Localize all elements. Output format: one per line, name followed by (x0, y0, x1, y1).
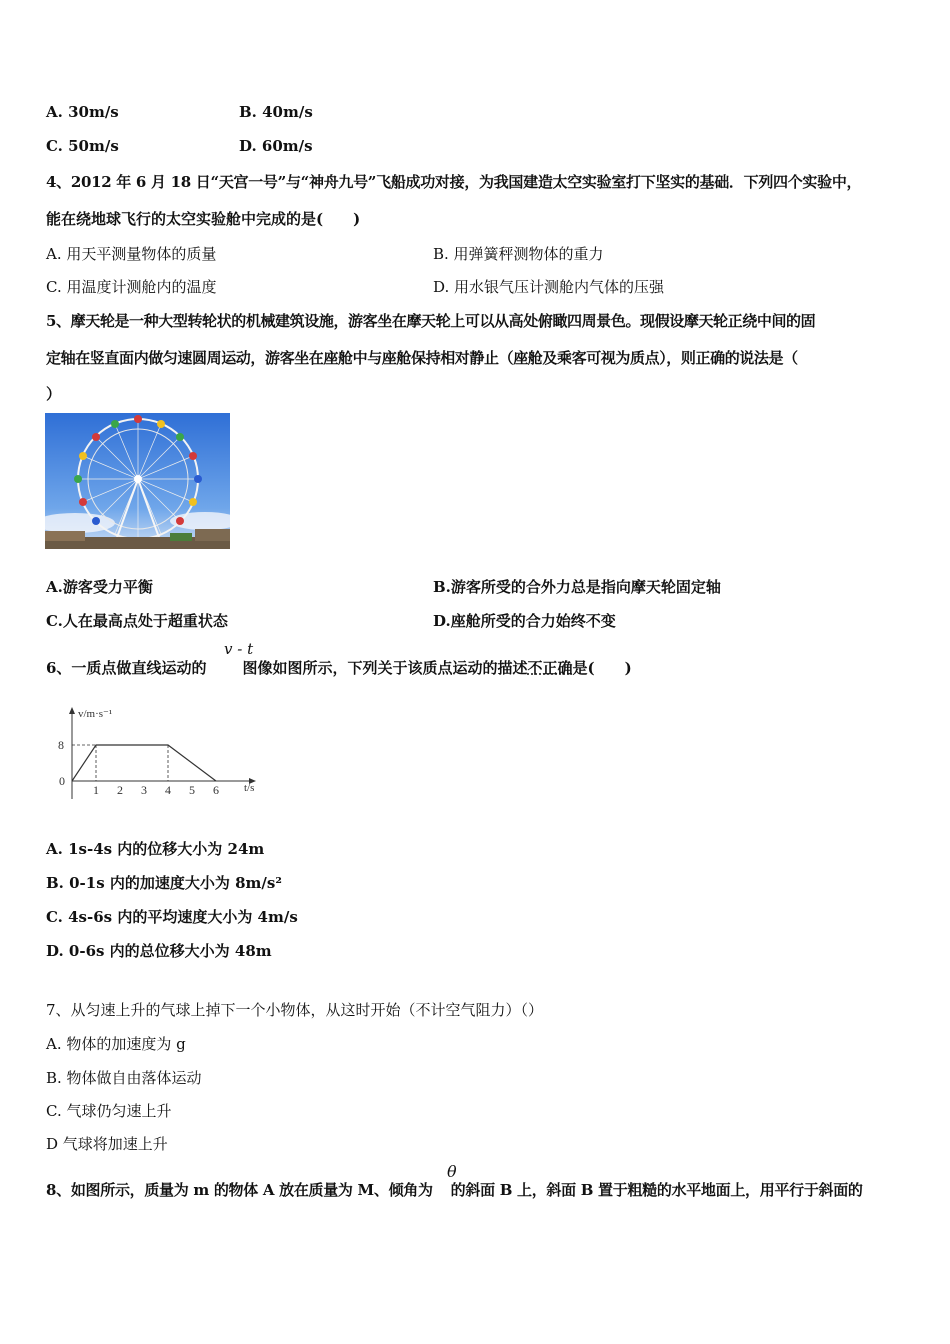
x-axis-label: t/s (244, 782, 255, 794)
q4-option-c: C. 用温度计测舱内的温度 (46, 278, 217, 296)
q4-option-b: B. 用弹簧秤测物体的重力 (433, 245, 604, 263)
y-tick-label: 8 (58, 738, 64, 752)
q6-option-b: B. 0-1s 内的加速度大小为 8m/s² (46, 874, 282, 892)
q4-option-d: D. 用水银气压计测舱内气体的压强 (433, 278, 665, 296)
q6-stem-mid: 图像如图所示，下列关于该质点运动的描述 (242, 659, 528, 677)
x-tick-label: 5 (189, 783, 195, 797)
q6-stem-prefix: 6、一质点做直线运动的 (46, 659, 207, 677)
q5-option-d: D.座舱所受的合力始终不变 (433, 612, 616, 630)
q6-stem-suffix: 是( ) (572, 659, 632, 677)
y-axis-label: v/m·s⁻¹ (78, 708, 113, 720)
q8-stem (46, 1179, 863, 1200)
x-tick-label: 1 (93, 783, 99, 797)
q7-option-b: B. 物体做自由落体运动 (46, 1069, 202, 1087)
y-axis-arrow (69, 707, 75, 714)
q5-stem-line1: 5、摩天轮是一种大型转轮状的机械建筑设施，游客坐在摩天轮上可以从高处俯瞰四周景色。现假设摩天轮正绕中间的固 (46, 312, 816, 330)
velocity-line (72, 745, 216, 781)
q8-stem-suffix: 的斜面 B 上，斜面 B 置于粗糙的水平地面上，用平行于斜面的 (450, 1181, 863, 1199)
q5-stem-line2: 定轴在竖直面内做匀速圆周运动，游客坐在座舱中与座舱保持相对静止（座舱及乘客可视为质点），则正确的说法是（ (46, 349, 798, 367)
vt-symbol: v - t (224, 640, 254, 658)
vt-graph (52, 703, 272, 803)
x-tick-label: 3 (141, 783, 147, 797)
q7-stem: 7、从匀速上升的气球上掉下一个小物体，从这时开始（不计空气阻力）（） (46, 1001, 544, 1019)
q4-stem-line1: 4、2012 年 6 月 18 日“天宫一号”与“神舟九号”飞船成功对接，为我国建造太空实验室打下坚实的基础．下列四个实验中， (46, 173, 862, 191)
option-d: D. 60m/s (239, 137, 313, 155)
x-tick-label: 4 (165, 783, 171, 797)
q7-option-a: A. 物体的加速度为 g (46, 1035, 186, 1053)
option-b: B. 40m/s (239, 103, 313, 121)
q4-option-a: A. 用天平测量物体的质量 (46, 245, 217, 263)
q5-option-a: A.游客受力平衡 (46, 578, 153, 596)
q5-option-b: B.游客所受的合外力总是指向摩天轮固定轴 (433, 578, 721, 596)
q6-stem (46, 657, 632, 678)
q5-option-c: C.人在最高点处于超重状态 (46, 612, 228, 630)
q6-option-a: A. 1s-4s 内的位移大小为 24m (46, 840, 265, 858)
x-tick-label: 6 (213, 783, 219, 797)
q7-option-d: D 气球将加速上升 (46, 1135, 168, 1153)
q4-stem-line2: 能在绕地球飞行的太空实验舱中完成的是( ) (46, 210, 361, 228)
q7-option-c: C. 气球仍匀速上升 (46, 1102, 172, 1120)
q6-option-c: C. 4s-6s 内的平均速度大小为 4m/s (46, 908, 298, 926)
q5-stem-line3: ） (46, 385, 62, 403)
q6-stem-emphasis: 不正确 (527, 659, 573, 677)
option-c: C. 50m/s (46, 137, 119, 155)
x-tick-label: 0 (59, 774, 65, 788)
option-a: A. 30m/s (46, 103, 119, 121)
q8-stem-prefix: 8、如图所示，质量为 m 的物体 A 放在质量为 M、倾角为 (46, 1181, 433, 1199)
q6-option-d: D. 0-6s 内的总位移大小为 48m (46, 942, 272, 960)
x-tick-label: 2 (117, 783, 123, 797)
theta-symbol: θ (447, 1162, 457, 1181)
ferris-wheel-photo (45, 413, 230, 549)
